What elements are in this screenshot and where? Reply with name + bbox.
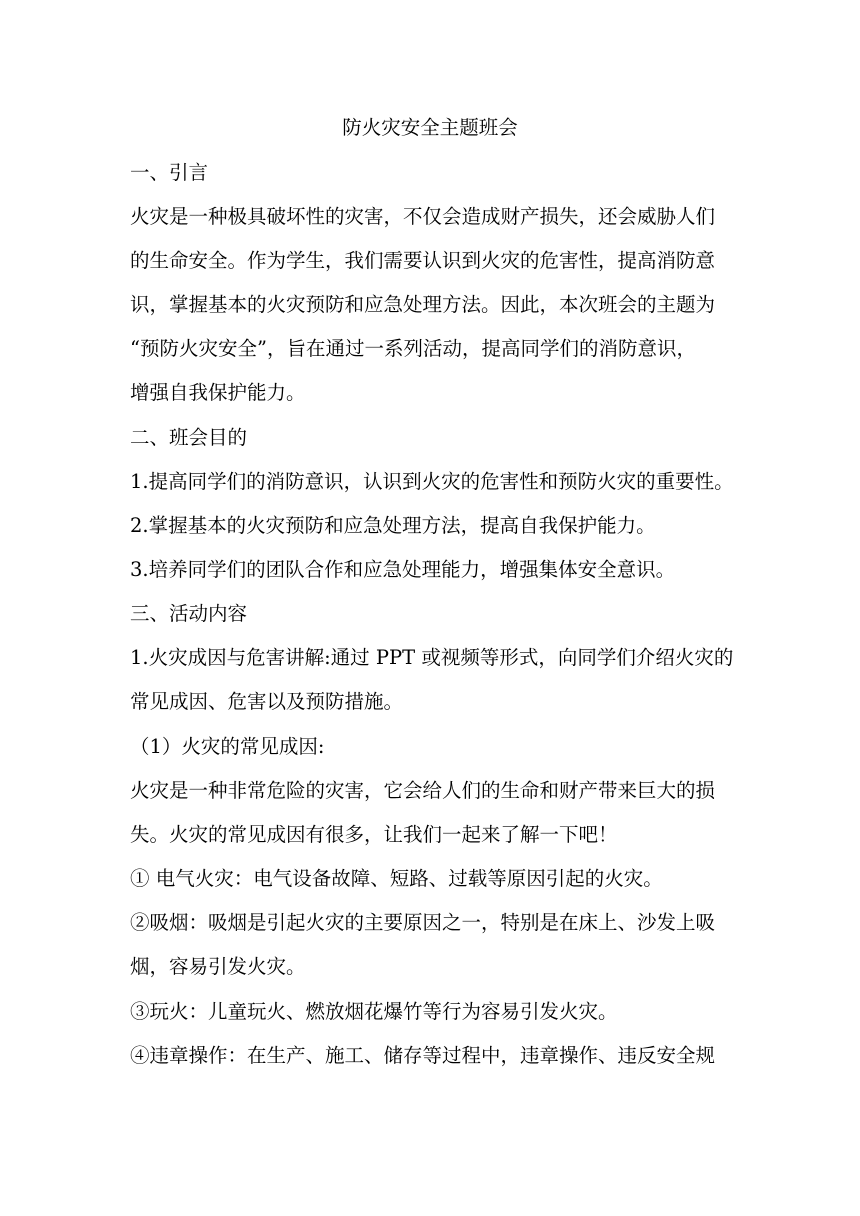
list-item: 1.提高同学们的消防意识，认识到火灾的危害性和预防火灾的重要性。 (130, 470, 734, 493)
paragraph-line: “预防火灾安全”，旨在通过一系列活动，提高同学们的消防意识， (130, 337, 696, 360)
section-heading: 一、引言 (130, 161, 209, 184)
paragraph-line: 的生命安全。作为学生，我们需要认识到火灾的危害性，提高消防意 (130, 249, 716, 272)
paragraph-line: 火灾是一种非常危险的灾害，它会给人们的生命和财产带来巨大的损 (130, 779, 716, 802)
paragraph-line: 增强自我保护能力。 (130, 381, 306, 404)
paragraph-line: 烟，容易引发火灾。 (130, 955, 306, 978)
paragraph-line: 常见成因、危害以及预防措施。 (130, 690, 404, 713)
list-item: 1.火灾成因与危害讲解:通过 PPT 或视频等形式，向同学们介绍火灾的 (130, 646, 734, 669)
list-item: ③玩火：儿童玩火、燃放烟花爆竹等行为容易引发火灾。 (130, 1000, 618, 1023)
list-item: ②吸烟：吸烟是引起火灾的主要原因之一，特别是在床上、沙发上吸 (130, 911, 716, 934)
section-heading: 三、活动内容 (130, 602, 248, 625)
document-title: 防火灾安全主题班会 (342, 116, 518, 139)
subsection-heading: （1）火灾的常见成因: (130, 735, 325, 758)
list-item: ④违章操作：在生产、施工、储存等过程中，违章操作、违反安全规 (130, 1044, 716, 1067)
list-item: 3.培养同学们的团队合作和应急处理能力，增强集体安全意识。 (130, 558, 676, 581)
paragraph-line: 失。火灾的常见成因有很多，让我们一起来了解一下吧！ (130, 823, 618, 846)
list-item: ① 电气火灾：电气设备故障、短路、过载等原因引起的火灾。 (130, 867, 663, 890)
section-heading: 二、班会目的 (130, 426, 248, 449)
paragraph-line: 识，掌握基本的火灾预防和应急处理方法。因此，本次班会的主题为 (130, 293, 716, 316)
paragraph-line: 火灾是一种极具破坏性的灾害，不仅会造成财产损失，还会威胁人们 (130, 205, 716, 228)
list-item: 2.掌握基本的火灾预防和应急处理方法，提高自我保护能力。 (130, 514, 656, 537)
